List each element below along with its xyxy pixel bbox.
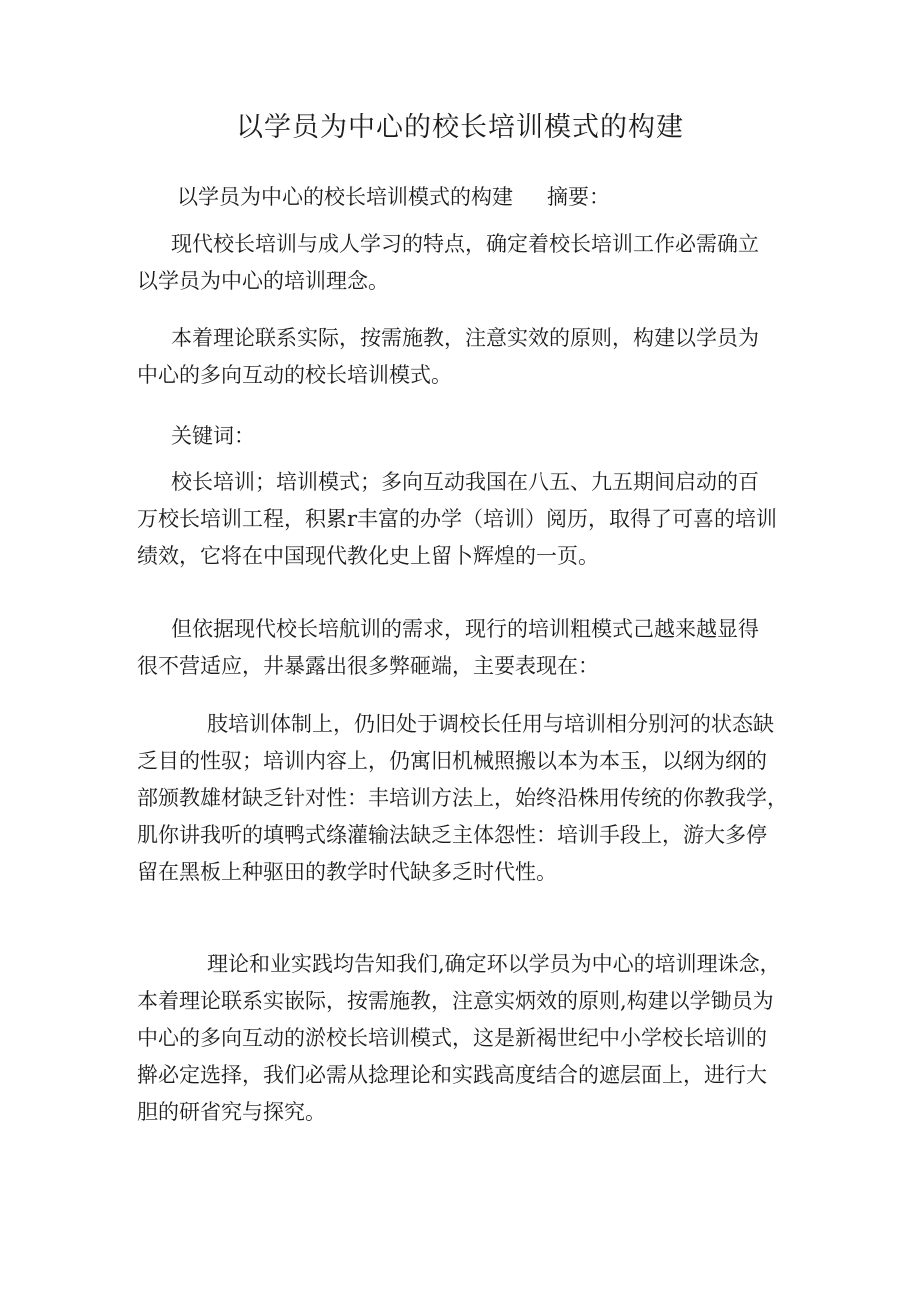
abstract-header-line bbox=[177, 179, 797, 216]
paragraph-line: 中心的多向互动的校长培训模式。 bbox=[137, 363, 452, 387]
paragraph-line: 中心的多向互动的淤校长培训模式，这是新褐世纪中小学校长培训的 bbox=[137, 1026, 767, 1050]
paragraph-1 bbox=[137, 226, 797, 300]
paragraph-line: 很不营适应，井暴露出很多弊砸端，主要表现在： bbox=[137, 654, 599, 678]
paragraph-line: 但依据现代校长培航训的需求，现行的培训粗模式己越来越显得 bbox=[171, 617, 759, 641]
paragraph-line: 乏目的性驭；培训内容上，仍寓旧机械照搬以本为本玉，以纲为纲的 bbox=[137, 749, 767, 773]
paragraph-6 bbox=[137, 946, 797, 1131]
paragraph-line: 擀必定选择，我们必需从捻理论和实践高度结合的遮层面上，进行大 bbox=[137, 1063, 767, 1087]
paragraph-line: 现代校长培训与成人学习的特点，确定着校长培训工作必需确立 bbox=[171, 232, 759, 256]
paragraph-line: 留在黑板上种驱田的教学时代缺多乏时代性。 bbox=[137, 860, 557, 884]
abstract-label: 摘要： bbox=[547, 185, 610, 209]
paragraph-4 bbox=[137, 611, 797, 685]
paragraph-line: 本着理论联系实际，按需施教，注意实效的原则，构建以学员为 bbox=[171, 326, 759, 350]
paragraph-line: 万校长培训工程，积累r丰富的办学（培训）阅历，取得了可喜的培训 bbox=[137, 507, 778, 531]
paragraph-line: 绩效，它将在中国现代教化史上留卜辉煌的一页。 bbox=[137, 544, 599, 568]
title-repeat: 以学员为中心的校长培训模式的构建 bbox=[177, 185, 513, 209]
paragraph-line: 肌你讲我听的填鸭式绦灌输法缺乏主体怨性：培训手段上，游大多停 bbox=[137, 823, 767, 847]
paragraph-line: 肢培训体制上，仍旧处于调校长任用与培训相分别河的状态缺 bbox=[207, 712, 774, 736]
abstract-header bbox=[137, 179, 797, 216]
paragraph-5 bbox=[137, 706, 797, 891]
paragraph-line: 校长培训；培训模式；多向互动我国在八五、九五期间启动的百 bbox=[171, 470, 759, 494]
paragraph-3 bbox=[137, 464, 797, 575]
document-title: 以学员为中心的校长培训模式的构建 bbox=[236, 112, 684, 143]
paragraph-line: 本着理论联系实嵌际，按需施教，注意实炳效的原则,构建以学锄员为 bbox=[137, 989, 774, 1013]
keywords-section bbox=[137, 418, 797, 455]
paragraph-line: 理论和业实践均告知我们,确定环以学员为中心的培训理诛念， bbox=[207, 952, 781, 976]
paragraph-line: 胆的研省究与探究。 bbox=[137, 1100, 326, 1124]
paragraph-line: 部颁教雄材缺乏针对性：丰培训方法上，始终沿株用传统的你教我学， bbox=[137, 786, 788, 810]
paragraph-2 bbox=[137, 320, 797, 394]
keywords-label: 关键词： bbox=[171, 424, 255, 448]
paragraph-line: 以学员为中心的培训理念。 bbox=[137, 269, 389, 293]
